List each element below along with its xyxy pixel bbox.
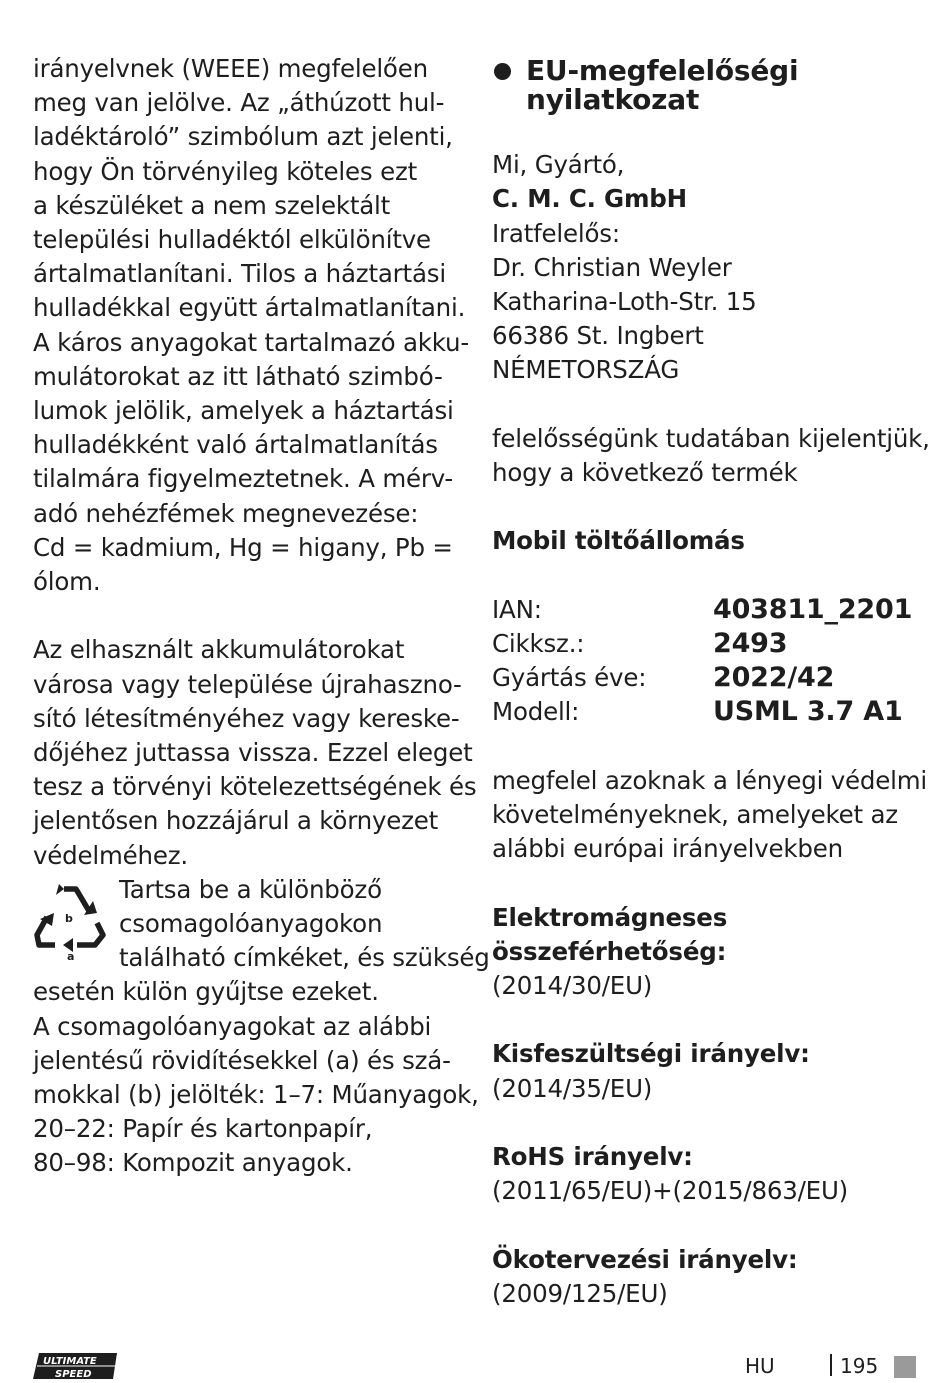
- text-line: tesz a törvényi kötelezettségének és: [33, 772, 477, 802]
- spacer: [492, 1003, 922, 1037]
- text-line: irányelvnek (WEEE) megfelelően: [33, 54, 428, 83]
- spec-row: [492, 661, 922, 695]
- text-line: ladéktároló” szimbólum azt jelenti,: [33, 122, 453, 152]
- text-line: Cd = kadmium, Hg = higany, Pb =: [33, 532, 453, 562]
- text-line: sító létesítményéhez vagy kereske-: [33, 703, 460, 733]
- text-line: A csomagolóanyagokat az alábbi: [33, 1011, 432, 1041]
- text-line: jelentésű rövidítésekkel (a) és szá-: [33, 1045, 451, 1075]
- language-code: HU: [745, 1354, 775, 1378]
- declaration-line: felelősségünk tudatában kijelentjük,: [492, 423, 930, 453]
- spec-key: Gyártás éve:: [492, 663, 647, 693]
- spec-row: [492, 593, 922, 627]
- spacer: [492, 490, 922, 524]
- text-line: 20–22: Papír és kartonpapír,: [33, 1114, 373, 1144]
- spec-key: Cikksz.:: [492, 628, 585, 658]
- battery-return-paragraph: [33, 633, 477, 872]
- text-line: Tartsa be a különböző: [119, 874, 382, 904]
- footer-divider: [830, 1354, 832, 1376]
- text-line: található címkéket, és szükség: [119, 943, 490, 973]
- text-line: dőjéhez juttassa vissza. Ezzel eleget: [33, 738, 473, 768]
- text-line: mulátorokat az itt látható szimbó-: [33, 361, 443, 391]
- conformity-line: követelményeknek, amelyeket az: [492, 799, 898, 829]
- spacer: [492, 866, 922, 900]
- directive-ref: (2014/30/EU): [492, 970, 653, 1000]
- text-line: adó nehézfémek megnevezése:: [33, 498, 419, 528]
- spec-value: USML 3.7 A1: [713, 696, 903, 728]
- text-line: jelentősen hozzájárul a környezet: [33, 806, 439, 836]
- address-line: NÉMETORSZÁG: [492, 355, 680, 385]
- product-name: Mobil töltőállomás: [492, 526, 745, 556]
- recycle-label-a: a: [67, 949, 75, 961]
- spec-value: 2022/42: [713, 662, 835, 694]
- text-line: mokkal (b) jelölték: 1–7: Műanyagok,: [33, 1080, 479, 1110]
- ultimate-speed-logo: [33, 1352, 117, 1380]
- spacer: [33, 599, 463, 633]
- spacer: [492, 114, 922, 148]
- text-line: esetén külön gyűjtse ezeket.: [33, 977, 379, 1007]
- page-number: 195: [840, 1354, 879, 1378]
- directive-title: Ökotervezési irányelv:: [492, 1244, 798, 1274]
- manufacturer-label: Mi, Gyártó,: [492, 150, 625, 180]
- spec-row: [492, 695, 922, 729]
- spacer: [492, 730, 922, 764]
- directive-title: Elektromágneses: [492, 902, 728, 932]
- directive-ref: (2014/35/EU): [492, 1073, 653, 1103]
- recycle-label-b: b: [65, 911, 73, 925]
- company-name: C. M. C. GmbH: [492, 184, 687, 214]
- declaration-line: hogy a következő termék: [492, 458, 798, 487]
- text-line: települési hulladéktól elkülönítve: [33, 225, 431, 255]
- spacer: [492, 559, 922, 593]
- spec-key: Modell:: [492, 697, 580, 727]
- text-line: a készüléket a nem szelektált: [33, 190, 391, 220]
- packaging-paragraph: [33, 873, 490, 1181]
- conformity-line: alábbi európai irányelvekben: [492, 834, 843, 864]
- address-line: 66386 St. Ingbert: [492, 321, 704, 351]
- directive-title: RoHS irányelv:: [492, 1141, 693, 1171]
- text-line: lumok jelölik, amelyek a háztartási: [33, 396, 454, 426]
- text-line: 80–98: Kompozit anyagok.: [33, 1148, 353, 1178]
- text-line: ártalmatlanítani. Tilos a háztartási: [33, 259, 446, 289]
- directive-title: Kisfeszültségi irányelv:: [492, 1039, 810, 1069]
- recycling-triangle-icon: [33, 879, 107, 961]
- logo-text-bottom: SPEED: [55, 1369, 92, 1380]
- spec-value: 2493: [713, 627, 788, 659]
- conformity-line: megfelel azoknak a lényegi védelmi: [492, 765, 928, 795]
- weee-paragraph: [33, 52, 469, 599]
- page-marker-square: [894, 1356, 916, 1378]
- text-line: ólom.: [33, 567, 101, 597]
- address-line: Katharina-Loth-Str. 15: [492, 287, 757, 316]
- directive-ref: (2011/65/EU)+(2015/863/EU): [492, 1176, 849, 1206]
- text-line: Az elhasznált akkumulátorokat: [33, 635, 405, 665]
- spacer: [492, 1106, 922, 1140]
- directive-title: összeférhetőség:: [492, 936, 727, 966]
- spacer: [492, 1208, 922, 1242]
- address-line: Dr. Christian Weyler: [492, 252, 732, 282]
- spec-row: [492, 627, 922, 661]
- heading-line: nyilatkozat: [526, 83, 700, 116]
- spec-value: 403811_2201: [713, 593, 913, 625]
- text-line: városa vagy települése újrahaszno-: [33, 669, 462, 699]
- text-line: védelméhez.: [33, 840, 188, 870]
- directive-ref: (2009/125/EU): [492, 1278, 668, 1308]
- logo-text-top: ULTIMATE: [43, 1356, 97, 1367]
- spec-table: [492, 593, 922, 730]
- heading-line: EU-megfelelőségi: [526, 54, 799, 87]
- text-line: hulladékkal együtt ártalmatlanítani.: [33, 293, 466, 323]
- responsible-label: Iratfelelős:: [492, 218, 620, 248]
- left-column: [33, 52, 490, 1181]
- text-line: A káros anyagokat tartalmazó akku-: [33, 327, 469, 357]
- text-line: hulladékként való ártalmatlanítás: [33, 430, 438, 460]
- right-column: [492, 52, 930, 1311]
- text-line: hogy Ön törvényileg köteles ezt: [33, 156, 418, 186]
- text-line: meg van jelölve. Az „áthúzott hul-: [33, 88, 445, 118]
- spec-key: IAN:: [492, 594, 542, 624]
- text-line: csomagolóanyagokon: [119, 909, 383, 939]
- section-heading: [492, 56, 922, 114]
- spacer: [492, 388, 922, 422]
- text-line: tilalmára figyelmeztetnek. A mérv-: [33, 464, 454, 494]
- bullet-icon: [494, 63, 511, 80]
